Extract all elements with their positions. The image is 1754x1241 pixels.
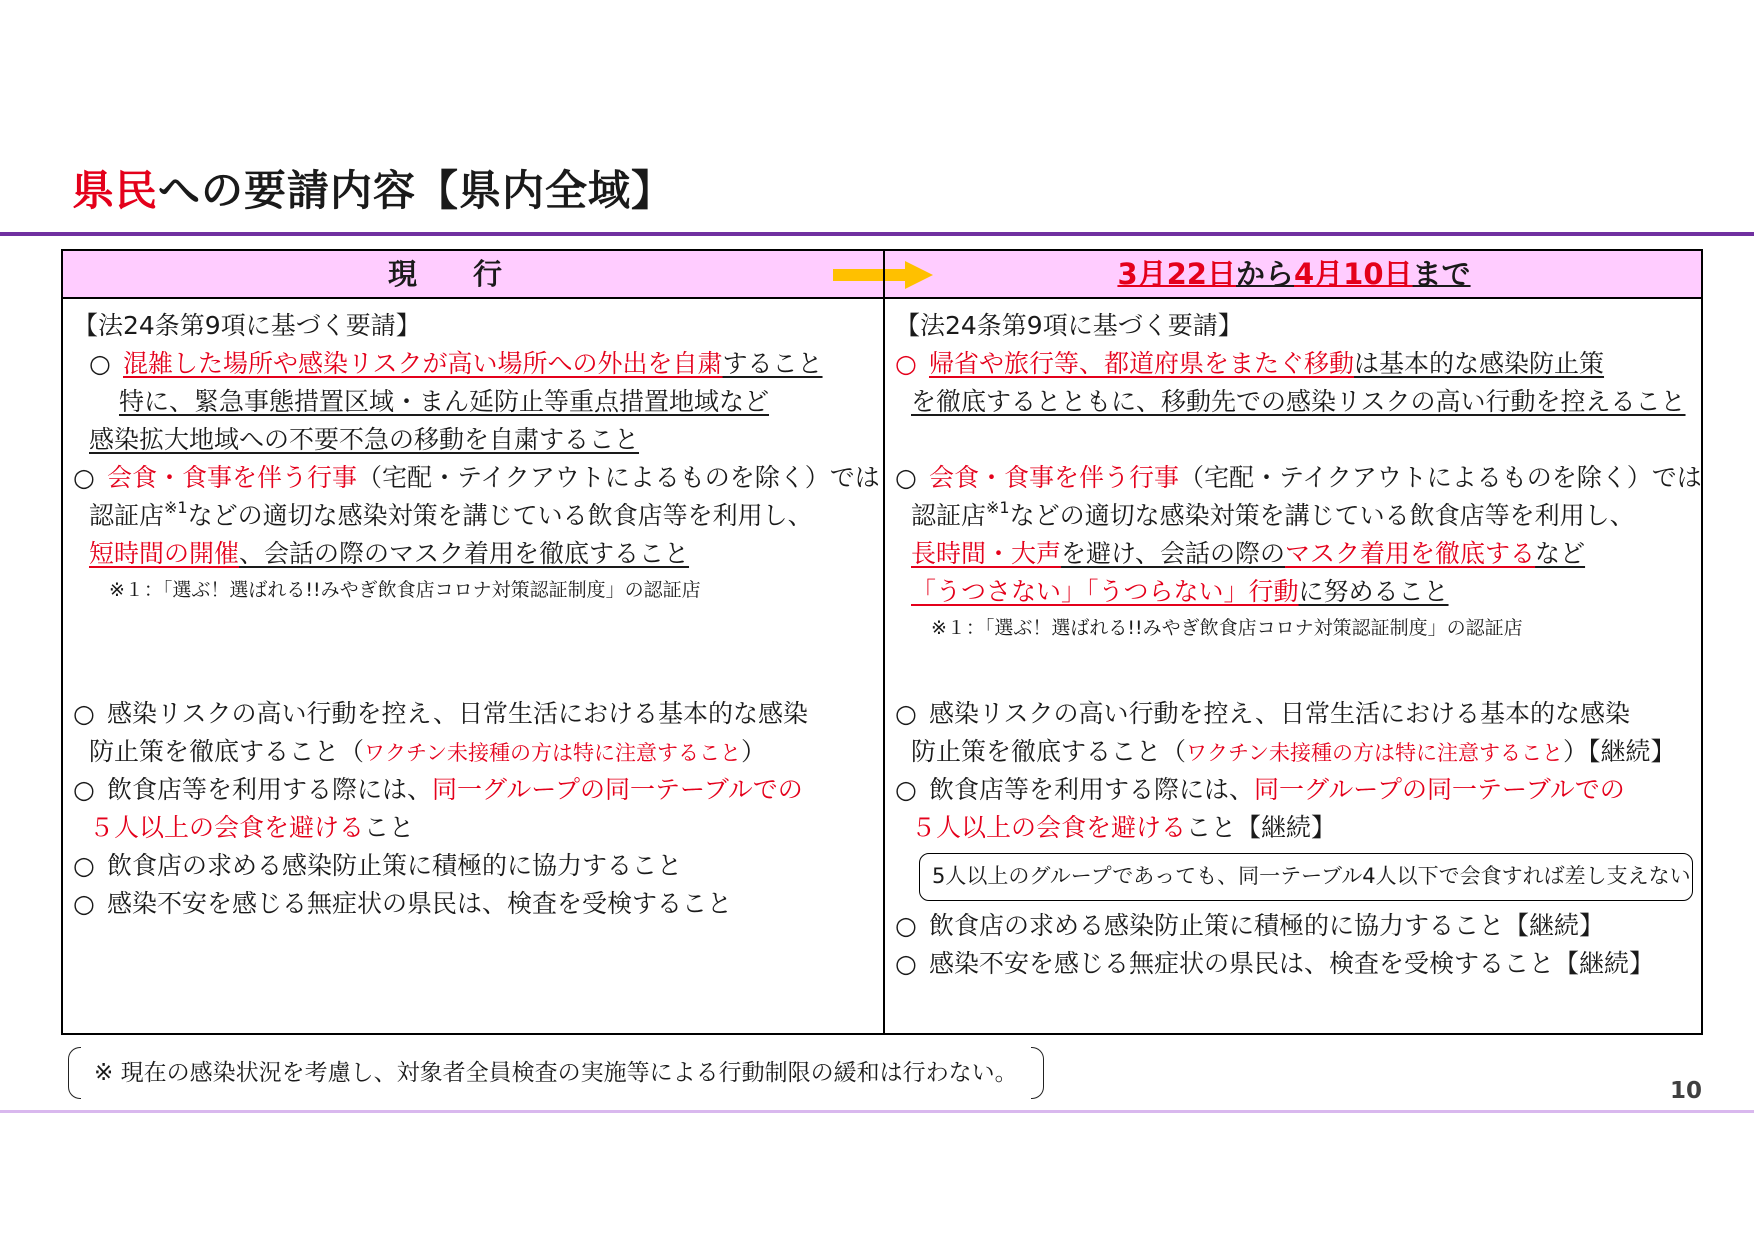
circle-icon: ○ [895, 699, 917, 728]
current-column [73, 307, 878, 923]
right-item-group: ○ 飲食店等を利用する際には、同一グループの同一テーブルでの [895, 771, 1695, 809]
circle-icon: ○ [895, 911, 917, 940]
circle-icon: ○ [73, 775, 95, 804]
page-title [72, 158, 674, 218]
new-column [895, 307, 1702, 983]
right-item-dining-line2: 認証店$^{※1}$などの適切な感染対策を講じている飲食店等を利用し、 [911, 498, 1635, 530]
header-from: から [1235, 257, 1294, 291]
left-item-testing: ○ 感染不安を感じる無症状の県民は、検査を受検すること [73, 885, 878, 923]
column-divider [883, 251, 885, 1033]
left-item-risk: ○ 感染リスクの高い行動を控え、日常生活における基本的な感染 [73, 695, 878, 733]
left-item-dining: ○ 会食・食事を伴う行事（宅配・テイクアウトによるものを除く）では [73, 459, 878, 497]
header-end-date: 4月10日 [1294, 257, 1413, 291]
circle-icon: ○ [895, 949, 917, 978]
header-until: まで [1412, 257, 1471, 291]
circle-icon: ○ [73, 889, 95, 918]
right-basis: 【法24条第9項に基づく要請】 [895, 311, 1243, 340]
page-number: 10 [1670, 1078, 1703, 1104]
bottom-note: ※ 現在の感染状況を考慮し、対象者全員検査の実施等による行動制限の緩和は行わない。 [68, 1047, 1044, 1099]
left-item-risk-line2: 防止策を徹底すること（ワクチン未接種の方は特に注意すること） [89, 737, 766, 766]
circle-icon: ○ [89, 349, 111, 378]
left-basis: 【法24条第9項に基づく要請】 [73, 311, 421, 340]
title-rest: への要請内容【県内全域】 [158, 166, 675, 215]
circle-icon: ○ [73, 463, 95, 492]
left-item-outing: ○ 混雑した場所や感染リスクが高い場所への外出を自粛すること [73, 345, 878, 383]
right-item-risk-line2: 防止策を徹底すること（ワクチン未接種の方は特に注意すること）【継続】 [911, 737, 1676, 766]
right-item-cooperate: ○ 飲食店の求める感染防止策に積極的に協力すること【継続】 [895, 907, 1695, 945]
title-highlight: 県民 [72, 166, 159, 215]
top-rule [0, 232, 1754, 236]
group-note-bubble: 5人以上のグループであっても、同一テーブル4人以下で会食すれば差し支えない [919, 853, 1693, 901]
header-period [885, 251, 1703, 297]
header-current: 現行 [387, 257, 558, 291]
right-item-travel: ○ 帰省や旅行等、都道府県をまたぐ移動は基本的な感染防止策 [895, 345, 1695, 383]
left-item-outing-line3: 感染拡大地域への不要不急の移動を自粛すること [89, 425, 640, 454]
right-item-risk: ○ 感染リスクの高い行動を控え、日常生活における基本的な感染 [895, 695, 1695, 733]
left-item-group-line2: ５人以上の会食を避けること [89, 813, 415, 842]
left-item-cooperate: ○ 飲食店の求める感染防止策に積極的に協力すること [73, 847, 878, 885]
right-item-group-line2: ５人以上の会食を避けること【継続】 [911, 813, 1337, 842]
right-item-dining-line4: 「うつさない」「うつらない」行動に努めること [911, 577, 1449, 606]
right-item-testing: ○ 感染不安を感じる無症状の県民は、検査を受検すること【継続】 [895, 945, 1695, 983]
comparison-table [61, 249, 1703, 1035]
circle-icon: ○ [895, 775, 917, 804]
left-item-dining-line2: 認証店$^{※1}$などの適切な感染対策を講じている飲食店等を利用し、 [89, 498, 813, 530]
right-footnote: ※１：「選ぶ！選ばれる!!みやぎ飲食店コロナ対策認証制度」の認証店 [931, 617, 1523, 639]
header-start-date: 3月22日 [1117, 257, 1236, 291]
right-item-dining-line3: 長時間・大声を避け、会話の際のマスク着用を徹底するなど [911, 539, 1586, 568]
circle-icon: ○ [73, 851, 95, 880]
left-item-group: ○ 飲食店等を利用する際には、同一グループの同一テーブルでの [73, 771, 878, 809]
right-item-dining: ○ 会食・食事を伴う行事（宅配・テイクアウトによるものを除く）では [895, 459, 1695, 497]
right-item-travel-line2: を徹底するとともに、移動先での感染リスクの高い行動を控えること [911, 387, 1686, 416]
circle-icon: ○ [73, 699, 95, 728]
left-footnote: ※１：「選ぶ！選ばれる!!みやぎ飲食店コロナ対策認証制度」の認証店 [109, 579, 701, 601]
circle-icon: ○ [895, 349, 917, 378]
left-item-dining-line3: 短時間の開催、会話の際のマスク着用を徹底すること [89, 539, 690, 568]
circle-icon: ○ [895, 463, 917, 492]
left-item-outing-line2: 特に、緊急事態措置区域・まん延防止等重点措置地域など [119, 387, 770, 416]
bottom-rule [0, 1110, 1754, 1113]
